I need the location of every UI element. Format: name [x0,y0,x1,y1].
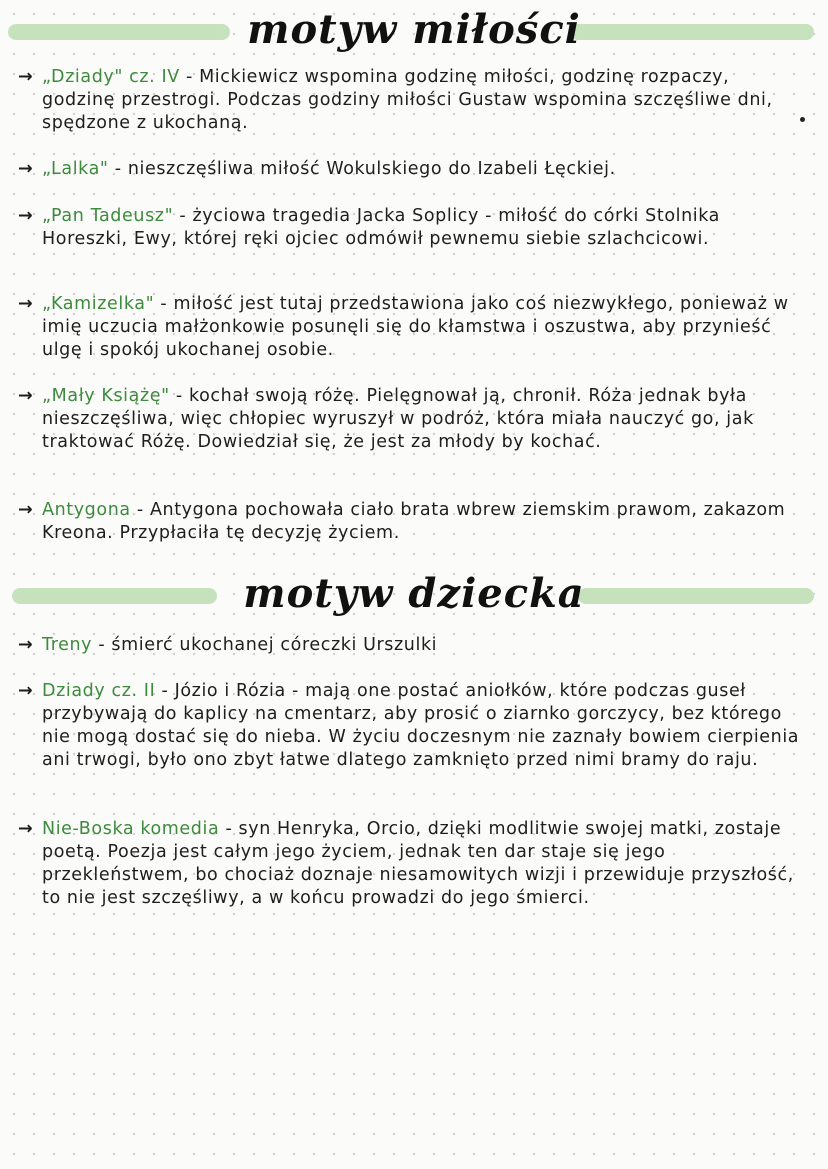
entry-title: „Kamizelka" [42,294,155,314]
entry-text: - śmierć ukochanej córeczki Urszulki [92,635,438,655]
love-entry-maly-ksiaze [18,385,808,454]
love-entry-antygona [18,499,808,545]
entry-title: „Mały Książę" [42,386,170,406]
child-entry-dziady-ii [18,680,808,772]
entry-text: - kochał swoją różę. Pielęgnował ją, chronił. Róża jednak była nieszczęśliwa, więc chłopiec wyruszył w podróż, która miała nauczyć go, jak traktować Różę. Dowiedział się, że jest za młody by kochać. [42,386,754,452]
arrow-icon: → [18,386,34,406]
entry-title: Nie-Boska komedia [42,819,220,839]
child-heading-row [0,566,828,626]
entry-text: - Mickiewicz wspomina godzinę miłości, godzinę rozpaczy, godzinę przestrogi. Podczas godziny miłości Gustaw wspomina szczęśliwe dni, spędzone z ukochaną. [42,67,773,133]
entry-text: - syn Henryka, Orcio, dzięki modlitwie swojej matki, zostaje poetą. Poezja jest całym jego życiem, jednak ten dar staje się jego przekleństwem, bo chociaż doznaje niesamowitych wizji i przewiduje przyszłość, to nie jest szczęśliwy, a w końcu prowadzi do jego śmierci. [42,819,794,908]
love-entry-kamizelka [18,293,808,362]
entry-title: Antygona [42,500,131,520]
arrow-icon: → [18,294,34,314]
love-heading-row [0,2,828,62]
entry-title: Dziady cz. II [42,681,156,701]
arrow-icon: → [18,681,34,701]
entry-text: - życiowa tragedia Jacka Soplicy - miłość do córki Stolnika Horeszki, Ewy, której ręki ojciec odmówił pewnemu siebie szlachcicowi. [42,206,720,249]
entry-text: - Józio i Rózia - mają one postać aniołków, które podczas guseł przybywają do kaplicy na cmentarz, aby prosić o ziarnko gorczycy, bez którego nie mogą dostać się do nieba. W życiu doczesnym nie zaznały bowiem cierpienia ani trwogi, było ono zbyt łatwe dlatego zamknięto przed nimi bramy do raju. [42,681,800,770]
arrow-icon: → [18,206,34,226]
arrow-icon: → [18,159,34,179]
arrow-icon: → [18,635,34,655]
entry-text: - Antygona pochowała ciało brata wbrew ziemskim prawom, zakazom Kreona. Przypłaciła tę decyzję życiem. [42,500,786,543]
arrow-icon: → [18,500,34,520]
child-entry-treny [18,634,808,657]
love-entry-pan-tadeusz [18,205,808,251]
love-heading: motyw miłości [247,6,581,53]
child-heading: motyw dziecka [243,570,585,617]
arrow-icon: → [18,67,34,87]
love-entry-dziady-iv [18,66,808,135]
arrow-icon: → [18,819,34,839]
entry-title: „Pan Tadeusz" [42,206,174,226]
entry-title: „Lalka" [42,159,109,179]
love-entry-lalka [18,158,808,181]
entry-title: Treny [42,635,93,655]
entry-text: - miłość jest tutaj przedstawiona jako coś niezwykłego, ponieważ w imię uczucia małżonkowie posunęli się do kłamstwa i oszustwa, aby przynieść ulgę i spokój ukochanej osobie. [42,294,789,360]
entry-text: - nieszczęśliwa miłość Wokulskiego do Izabeli Łęckiej. [108,159,616,179]
child-entry-nie-boska [18,818,808,910]
entry-title: „Dziady" cz. IV [42,67,180,87]
